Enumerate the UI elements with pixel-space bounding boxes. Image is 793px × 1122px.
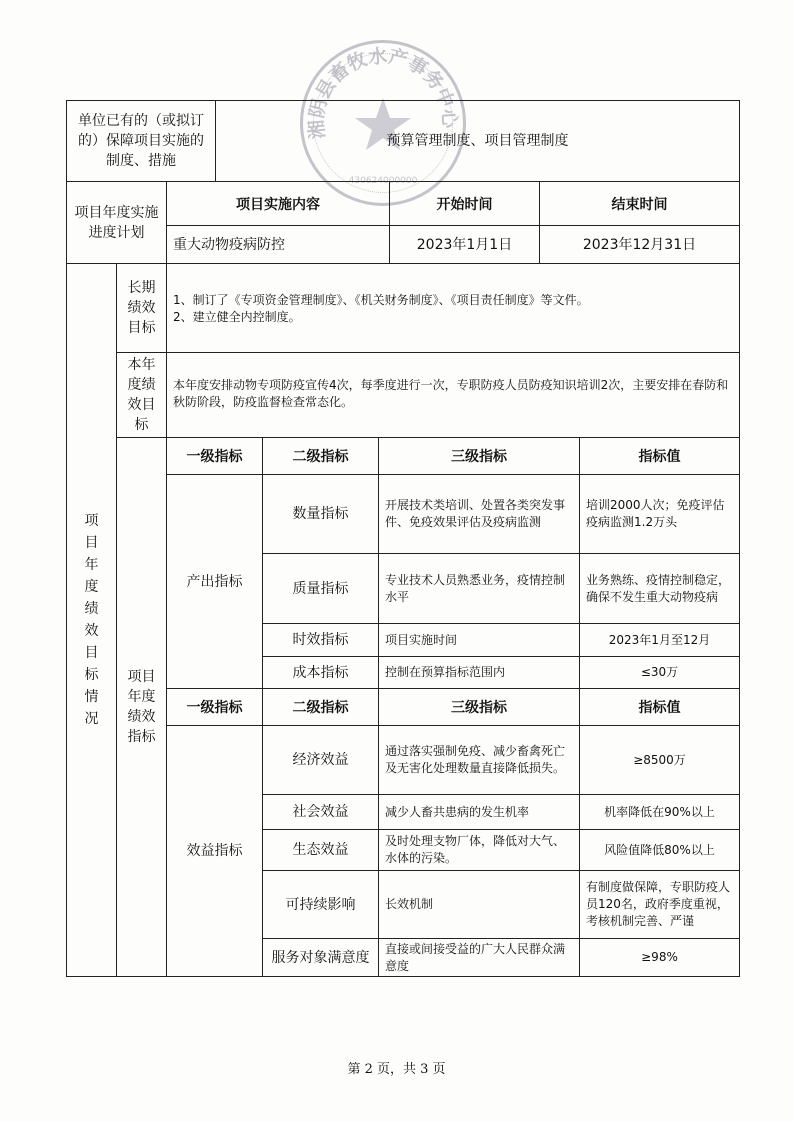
measures-value: 预算管理制度、项目管理制度 bbox=[215, 100, 740, 182]
goals-section-label: 项目年度绩效目标情况 bbox=[84, 513, 99, 727]
measures-label: 单位已有的（或拟订的）保障项目实施的制度、措施 bbox=[66, 100, 216, 182]
benefit-value: ≥98% bbox=[579, 938, 740, 977]
plan-header-start: 开始时间 bbox=[389, 181, 540, 226]
output-value: 2023年1月至12月 bbox=[579, 623, 740, 657]
output-l2: 成本指标 bbox=[262, 656, 379, 689]
output-header-value: 指标值 bbox=[579, 437, 740, 475]
output-header-l1: 一级指标 bbox=[166, 437, 263, 475]
output-header-l3: 三级指标 bbox=[378, 437, 580, 475]
long-term-label: 长期绩效目标 bbox=[127, 280, 156, 336]
benefit-l2: 社会效益 bbox=[262, 794, 379, 830]
benefit-l3: 直接或间接受益的广大人民群众满意度 bbox=[378, 938, 580, 977]
benefit-l2: 可持续影响 bbox=[262, 870, 379, 939]
output-l3: 控制在预算指标范围内 bbox=[378, 656, 580, 689]
output-l3: 专业技术人员熟悉业务，疫情控制水平 bbox=[378, 553, 580, 624]
benefit-l2: 生态效益 bbox=[262, 829, 379, 871]
output-value: 业务熟练、疫情控制稳定，确保不发生重大动物疫病 bbox=[579, 553, 740, 624]
benefit-l3: 减少人畜共患病的发生机率 bbox=[378, 794, 580, 830]
benefit-header-l2: 二级指标 bbox=[262, 688, 379, 726]
benefit-header-value: 指标值 bbox=[579, 688, 740, 726]
output-l3: 项目实施时间 bbox=[378, 623, 580, 657]
output-value: ≤30万 bbox=[579, 656, 740, 689]
benefit-value: 有制度做保障，专职防疫人员120名，政府季度重视，考核机制完善、严谨 bbox=[579, 870, 740, 939]
benefit-l2: 经济效益 bbox=[262, 725, 379, 795]
benefit-level1: 效益指标 bbox=[166, 725, 263, 977]
output-l2: 时效指标 bbox=[262, 623, 379, 657]
benefit-value: ≥8500万 bbox=[579, 725, 740, 795]
plan-label: 项目年度实施进度计划 bbox=[66, 181, 167, 264]
output-l3: 开展技术类培训、处置各类突发事件、免疫效果评估及疫病监测 bbox=[378, 474, 580, 554]
seal-text: 湘阴县畜牧水产事务中心 bbox=[305, 45, 461, 140]
output-l2: 质量指标 bbox=[262, 553, 379, 624]
plan-header-end: 结束时间 bbox=[539, 181, 740, 226]
plan-start: 2023年1月1日 bbox=[389, 225, 540, 264]
seal-code: 430624000000 bbox=[348, 176, 418, 186]
output-value: 培训2000人次；免疫评估疫病监测1.2万头 bbox=[579, 474, 740, 554]
output-header-l2: 二级指标 bbox=[262, 437, 379, 475]
benefit-header-l3: 三级指标 bbox=[378, 688, 580, 726]
plan-header-content: 项目实施内容 bbox=[166, 181, 390, 226]
indicators-label: 项目年度绩效指标 bbox=[127, 669, 156, 745]
benefit-value: 风险值降低80%以上 bbox=[579, 829, 740, 871]
benefit-value: 机率降低在90%以上 bbox=[579, 794, 740, 830]
benefit-l3: 通过落实强制免疫、减少畜禽死亡及无害化处理数量直接降低损失。 bbox=[378, 725, 580, 795]
output-l2: 数量指标 bbox=[262, 474, 379, 554]
annual-text: 本年度安排动物专项防疫宣传4次，每季度进行一次，专职防疫人员防疫知识培训2次，主要安排在春防和秋防阶段，防疫监督检查常态化。 bbox=[166, 352, 740, 438]
long-term-text: 1、制订了《专项资金管理制度》、《机关财务制度》、《项目责任制度》等文件。 2、建立健全内控制度。 bbox=[166, 263, 740, 353]
benefit-l2: 服务对象满意度 bbox=[262, 938, 379, 977]
plan-content: 重大动物疫病防控 bbox=[166, 225, 390, 264]
page-footer: 第 2 页，共 3 页 bbox=[347, 1062, 446, 1077]
benefit-l3: 长效机制 bbox=[378, 870, 580, 939]
output-level1: 产出指标 bbox=[166, 474, 263, 689]
benefit-l3: 及时处理支物厂体，降低对大气、水体的污染。 bbox=[378, 829, 580, 871]
plan-end: 2023年12月31日 bbox=[539, 225, 740, 264]
annual-label: 本年度绩效目标 bbox=[127, 357, 156, 433]
benefit-header-l1: 一级指标 bbox=[166, 688, 263, 726]
